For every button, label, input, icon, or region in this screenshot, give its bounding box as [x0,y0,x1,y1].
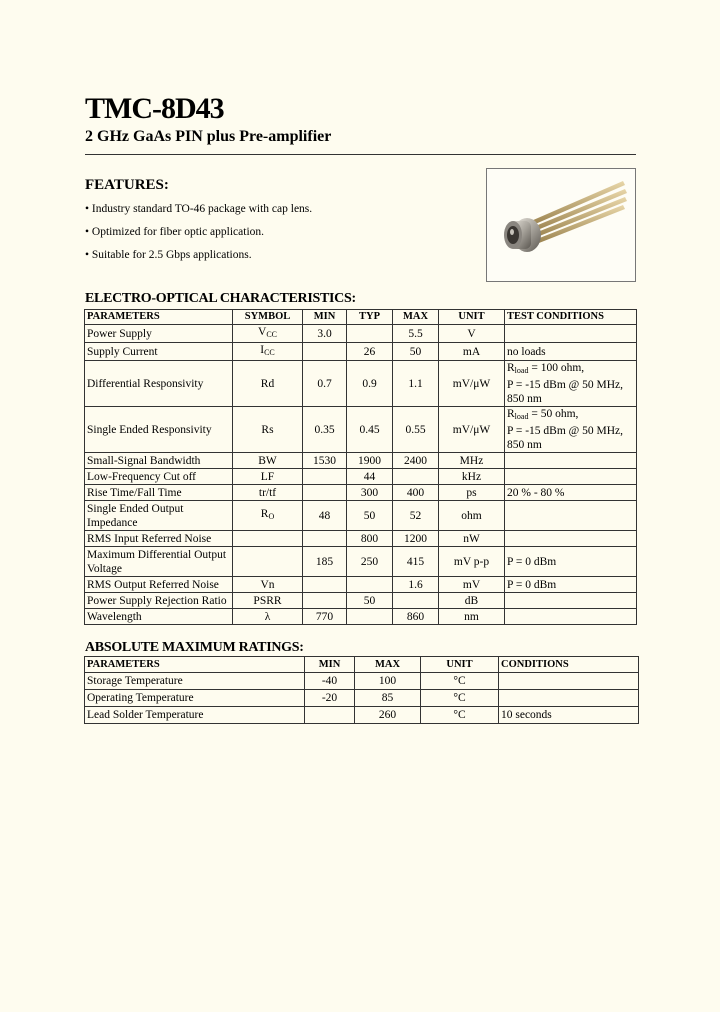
min-cell: 770 [303,609,347,625]
table-row [85,469,637,485]
table-row [85,593,637,609]
column-header: SYMBOL [233,310,303,325]
unit-cell: °C [421,707,499,724]
unit-cell: ps [439,485,505,501]
condition-cell: $R_{load} = 100$ ohm, P = -15 dBm @ 50 MHz, 850 nm [505,361,637,407]
typ-cell: 1900 [347,453,393,469]
typ-cell: 800 [347,531,393,547]
unit-cell: MHz [439,453,505,469]
table-row [85,361,637,407]
typ-cell: 0.9 [347,361,393,407]
param-cell: Rise Time/Fall Time [85,485,233,501]
features-heading: FEATURES: [85,177,169,193]
param-cell: Power Supply Rejection Ratio [85,593,233,609]
unit-cell: nm [439,609,505,625]
condition-cell [505,593,637,609]
min-cell [303,577,347,593]
param-cell: Small-Signal Bandwidth [85,453,233,469]
param-cell: Wavelength [85,609,233,625]
column-header: UNIT [421,657,499,673]
typ-cell: 50 [347,501,393,531]
unit-cell: °C [421,673,499,690]
param-cell: RMS Output Referred Noise [85,577,233,593]
table-row [85,485,637,501]
condition-cell [505,453,637,469]
unit-cell: nW [439,531,505,547]
features-list [85,203,312,272]
typ-cell: 50 [347,593,393,609]
typ-cell [347,325,393,343]
condition-cell [499,690,639,707]
symbol-cell: Vn [233,577,303,593]
symbol-cell [233,547,303,577]
condition-cell: P = 0 dBm [505,577,637,593]
unit-cell: ohm [439,501,505,531]
electro-optical-table [84,309,637,625]
max-cell: 1.1 [393,361,439,407]
min-cell [303,469,347,485]
param-cell: Single Ended Output Impedance [85,501,233,531]
typ-cell [347,609,393,625]
feature-item: • Suitable for 2.5 Gbps applications. [85,249,252,261]
symbol-cell: $R_O$ [233,501,303,531]
table-header-row [85,310,637,325]
condition-cell: $R_{load} = 50$ ohm, P = -15 dBm @ 50 MHz, 850 nm [505,407,637,453]
min-cell [303,485,347,501]
max-cell: 1.6 [393,577,439,593]
symbol-cell: $I_{CC}$ [233,343,303,361]
symbol-cell: tr/tf [233,485,303,501]
min-cell: 0.7 [303,361,347,407]
param-cell: Differential Responsivity [85,361,233,407]
table-row [85,501,637,531]
column-header: TEST CONDITIONS [505,310,637,325]
min-cell: 185 [303,547,347,577]
column-header: MIN [305,657,355,673]
column-header: MIN [303,310,347,325]
condition-cell: 20 % - 80 % [505,485,637,501]
table-row [85,577,637,593]
symbol-cell: PSRR [233,593,303,609]
param-cell: Supply Current [85,343,233,361]
condition-cell [505,609,637,625]
table-row [85,343,637,361]
column-header: PARAMETERS [85,657,305,673]
param-cell: RMS Input Referred Noise [85,531,233,547]
symbol-cell: LF [233,469,303,485]
param-cell: Maximum Differential Output Voltage [85,547,233,577]
header-divider [85,154,636,155]
min-cell: -20 [305,690,355,707]
unit-cell: mA [439,343,505,361]
param-cell: Single Ended Responsivity [85,407,233,453]
condition-cell: P = 0 dBm [505,547,637,577]
column-header: UNIT [439,310,505,325]
min-cell: -40 [305,673,355,690]
typ-cell: 250 [347,547,393,577]
max-cell: 52 [393,501,439,531]
min-cell [303,593,347,609]
feature-item: • Optimized for fiber optic application. [85,226,265,238]
column-header: PARAMETERS [85,310,233,325]
param-cell: Low-Frequency Cut off [85,469,233,485]
absolute-max-table [84,656,639,724]
table-row [85,407,637,453]
condition-cell: no loads [505,343,637,361]
unit-cell: mV p-p [439,547,505,577]
typ-cell: 0.45 [347,407,393,453]
condition-cell [505,325,637,343]
electro-optical-heading: ELECTRO-OPTICAL CHARACTERISTICS: [85,291,356,306]
to46-package-image [487,169,635,281]
param-cell: Lead Solder Temperature [85,707,305,724]
min-cell [303,531,347,547]
max-cell: 860 [393,609,439,625]
max-cell: 0.55 [393,407,439,453]
max-cell [393,593,439,609]
unit-cell: kHz [439,469,505,485]
min-cell: 48 [303,501,347,531]
symbol-cell: Rd [233,361,303,407]
max-cell [393,469,439,485]
table-row [85,673,639,690]
min-cell: 0.35 [303,407,347,453]
table-row [85,707,639,724]
max-cell: 85 [355,690,421,707]
typ-cell: 300 [347,485,393,501]
column-header: TYP [347,310,393,325]
absolute-max-heading: ABSOLUTE MAXIMUM RATINGS: [85,640,304,655]
page-subtitle: 2 GHz GaAs PIN plus Pre-amplifier [85,128,332,145]
param-cell: Power Supply [85,325,233,343]
min-cell [305,707,355,724]
unit-cell: mV/μW [439,407,505,453]
condition-cell: 10 seconds [499,707,639,724]
table-row [85,609,637,625]
symbol-cell: λ [233,609,303,625]
column-header: MAX [393,310,439,325]
symbol-cell: Rs [233,407,303,453]
max-cell: 100 [355,673,421,690]
table-row [85,453,637,469]
unit-cell: dB [439,593,505,609]
unit-cell: °C [421,690,499,707]
table-row [85,690,639,707]
typ-cell: 26 [347,343,393,361]
max-cell: 50 [393,343,439,361]
typ-cell [347,577,393,593]
typ-cell: 44 [347,469,393,485]
column-header: MAX [355,657,421,673]
param-cell: Storage Temperature [85,673,305,690]
max-cell: 1200 [393,531,439,547]
table-row [85,531,637,547]
column-header: CONDITIONS [499,657,639,673]
max-cell: 2400 [393,453,439,469]
table-header-row [85,657,639,673]
unit-cell: V [439,325,505,343]
min-cell: 3.0 [303,325,347,343]
unit-cell: mV/μW [439,361,505,407]
symbol-cell [233,531,303,547]
condition-cell [505,469,637,485]
condition-cell [499,673,639,690]
max-cell: 5.5 [393,325,439,343]
min-cell [303,343,347,361]
product-photo [486,168,636,282]
max-cell: 260 [355,707,421,724]
symbol-cell: BW [233,453,303,469]
table-row [85,325,637,343]
unit-cell: mV [439,577,505,593]
param-cell: Operating Temperature [85,690,305,707]
condition-cell [505,531,637,547]
table-row [85,547,637,577]
max-cell: 400 [393,485,439,501]
feature-item: • Industry standard TO-46 package with cap lens. [85,203,313,215]
symbol-cell: $V_{CC}$ [233,325,303,343]
page-title: TMC-8D43 [85,92,224,125]
max-cell: 415 [393,547,439,577]
condition-cell [505,501,637,531]
min-cell: 1530 [303,453,347,469]
